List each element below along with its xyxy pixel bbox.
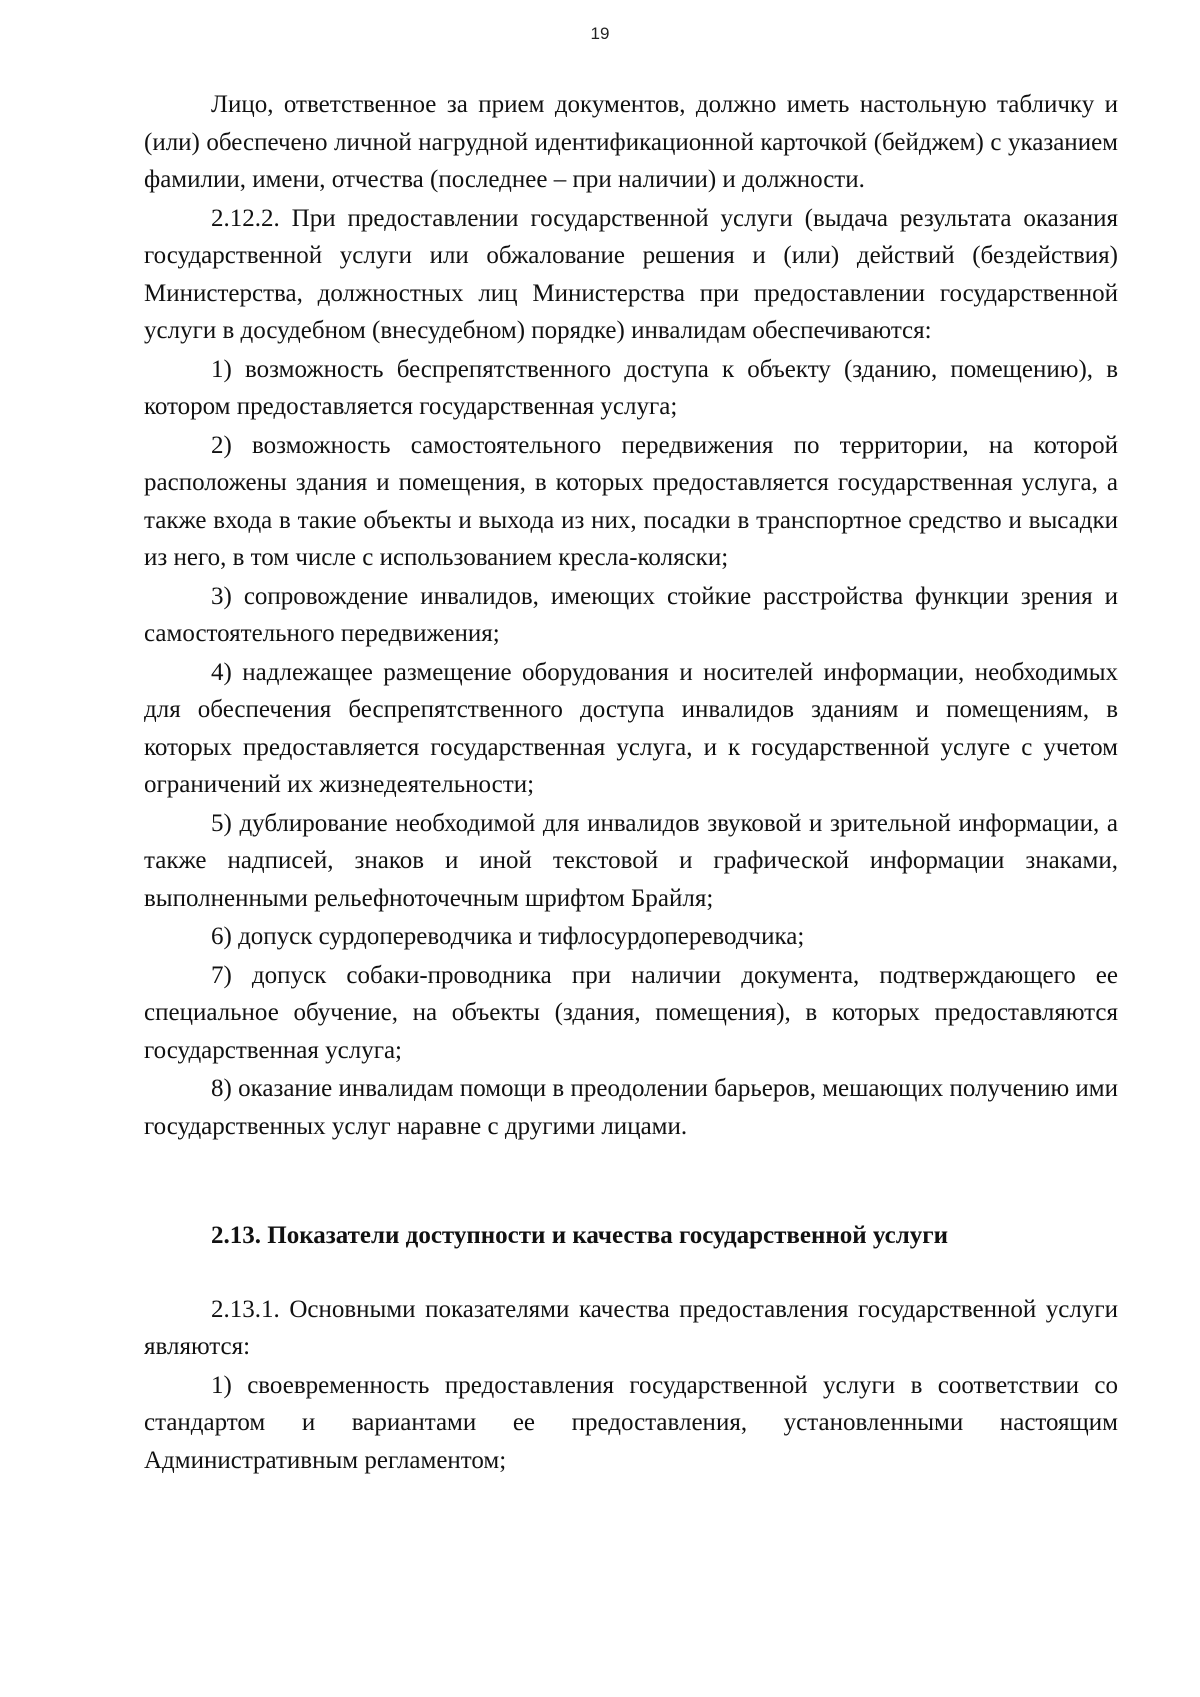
list-item-3: 3) сопровождение инвалидов, имеющих стойкие расстройства функции зрения и самостоятельного передвижения; xyxy=(144,582,1118,647)
list-item-1: 1) возможность беспрепятственного доступа к объекту (зданию, помещению), в котором предоставляется государственная услуга; xyxy=(144,355,1118,420)
list-item-8: 8) оказание инвалидам помощи в преодолении барьеров, мешающих получению ими государственных услуг наравне с другими лицами. xyxy=(144,1075,1118,1140)
paragraph-2-12-2: 2.12.2. При предоставлении государственной услуги (выдача результата оказания государственной услуги или обжалование решения и (или) действий (бездействия) Министерства, должностных лиц Министерства при предоставлении государственной услуги в досудебном (внесудебном) порядке) инвалидам обеспечиваются: xyxy=(144,204,1118,344)
list-item-6: 6) допуск сурдопереводчика и тифлосурдопереводчика; xyxy=(211,923,805,950)
list-item-4: 4) надлежащее размещение оборудования и носителей информации, необходимых для обеспечения беспрепятственного доступа инвалидов зданиям и помещениям, в которых предоставляется государственная услуга, и к государственной услуге с учетом ограничений их жизнедеятельности; xyxy=(144,658,1118,798)
list-item-2: 2) возможность самостоятельного передвижения по территории, на которой расположены здания и помещения, в которых предоставляется государственная услуга, а также входа в такие объекты и выхода из них, посадки в транспортное средство и высадки из него, в том числе с использованием кресла-коляски; xyxy=(144,431,1118,571)
list-item-5: 5) дублирование необходимой для инвалидов звуковой и зрительной информации, а также надписей, знаков и иной текстовой и графической информации знаками, выполненными рельефноточечным шрифтом Брайля; xyxy=(144,809,1118,912)
paragraph-badge: Лицо, ответственное за прием документов, должно иметь настольную табличку и (или) обеспечено личной нагрудной идентификационной карточкой (бейджем) с указанием фамилии, имени, отчества (последнее – при наличии) и должности. xyxy=(144,91,1118,193)
section-heading-2-13: 2.13. Показатели доступности и качества государственной услуги xyxy=(211,1222,949,1249)
list-item-7: 7) допуск собаки-проводника при наличии документа, подтверждающего ее специальное обучение, на объекты (здания, помещения), в которых предоставляются государственная услуга; xyxy=(144,961,1118,1064)
document-body xyxy=(144,86,1118,1479)
paragraph-2-13-1: 2.13.1. Основными показателями качества предоставления государственной услуги являются: xyxy=(144,1295,1118,1360)
quality-item-1: 1) своевременность предоставления государственной услуги в соответствии со стандартом и вариантами ее предоставления, установленными настоящим Административным регламентом; xyxy=(144,1371,1118,1474)
page-number: 19 xyxy=(590,24,610,43)
